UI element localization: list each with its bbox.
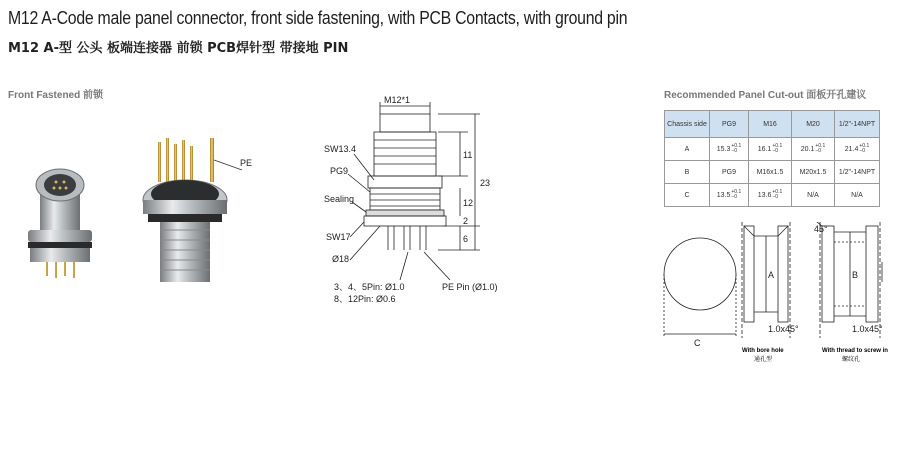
label-pins-a: 3、4、5Pin: Ø1.0	[334, 282, 405, 292]
chamfer-label-2: 1.0x45°	[852, 324, 883, 334]
caption-bore-en: With bore hole	[742, 348, 784, 354]
table-row	[665, 184, 880, 207]
chamfer-label-1: 1.0x45°	[768, 324, 799, 334]
label-d18: Ø18	[332, 254, 350, 264]
product-photo	[0, 130, 280, 300]
caption-bore-cn: 通孔型	[754, 357, 773, 363]
caption-thread-cn: 螺纹孔	[842, 357, 861, 363]
dim-12: 12	[463, 198, 474, 208]
cutout-drawing	[662, 222, 912, 372]
cutout-a-label: A	[768, 270, 775, 280]
caption-thread-en: With thread to screw in	[822, 348, 888, 354]
table-cell: 15.3 +0.1 −0	[710, 138, 749, 161]
table-row-label: C	[665, 184, 710, 207]
table-cell: 20.1 +0.1 −0	[792, 138, 835, 161]
table-cell: 13.5 +0.1 −0	[710, 184, 749, 207]
dim-23: 23	[480, 178, 491, 188]
table-row-label: A	[665, 138, 710, 161]
product-title-cn: M12 A-型 公头 板端连接器 前锁 PCB焊针型 带接地 PIN	[8, 41, 349, 56]
table-header-cell: M16	[749, 111, 792, 138]
table-cell: 1/2"-14NPT	[835, 161, 880, 184]
table-cell: M16x1.5	[749, 161, 792, 184]
pe-label: PE	[240, 158, 253, 168]
label-pins-b: 8、12Pin: Ø0.6	[334, 294, 396, 304]
table-cell: 21.4 +0.1 −0	[835, 138, 880, 161]
angle-label: 45°	[814, 224, 828, 234]
connector-photo-rear	[143, 138, 242, 282]
table-cell: 16.1 +0.1 −0	[749, 138, 792, 161]
table-cell: N/A	[792, 184, 835, 207]
product-title-en: M12 A-Code male panel connector, front side fastening, with PCB Contacts, with ground pin	[8, 8, 628, 28]
table-cell: N/A	[835, 184, 880, 207]
dim-m12: M12*1	[384, 95, 411, 105]
table-header-cell: Chassis side	[665, 111, 710, 138]
table-row-label: B	[665, 161, 710, 184]
label-sw134: SW13.4	[324, 144, 357, 154]
dim-11: 11	[463, 150, 473, 160]
section-front-fastened: Front Fastened 前锁	[8, 90, 104, 101]
label-pg9: PG9	[330, 166, 349, 176]
table-row	[665, 161, 880, 184]
table-header-cell: 1/2"-14NPT	[835, 111, 880, 138]
cutout-c-label: C	[694, 338, 701, 348]
dim-6: 6	[463, 234, 469, 244]
table-header-cell: M20	[792, 111, 835, 138]
connector-photo-front	[28, 169, 92, 278]
table-cell: 13.6 +0.1 −0	[749, 184, 792, 207]
table-row	[665, 138, 880, 161]
cutout-b-label: B	[852, 270, 859, 280]
label-pe-pin: PE Pin (Ø1.0)	[442, 282, 498, 292]
label-sw17: SW17	[326, 232, 351, 242]
technical-drawing	[320, 92, 520, 312]
table-cell: M20x1.5	[792, 161, 835, 184]
dim-2: 2	[463, 216, 469, 226]
cutout-table	[664, 110, 880, 207]
section-panel-cutout: Recommended Panel Cut-out 面板开孔建议	[664, 90, 867, 101]
table-cell: PG9	[710, 161, 749, 184]
table-header-cell: PG9	[710, 111, 749, 138]
table-header-row	[665, 111, 880, 138]
label-sealing: Sealing	[324, 194, 355, 204]
